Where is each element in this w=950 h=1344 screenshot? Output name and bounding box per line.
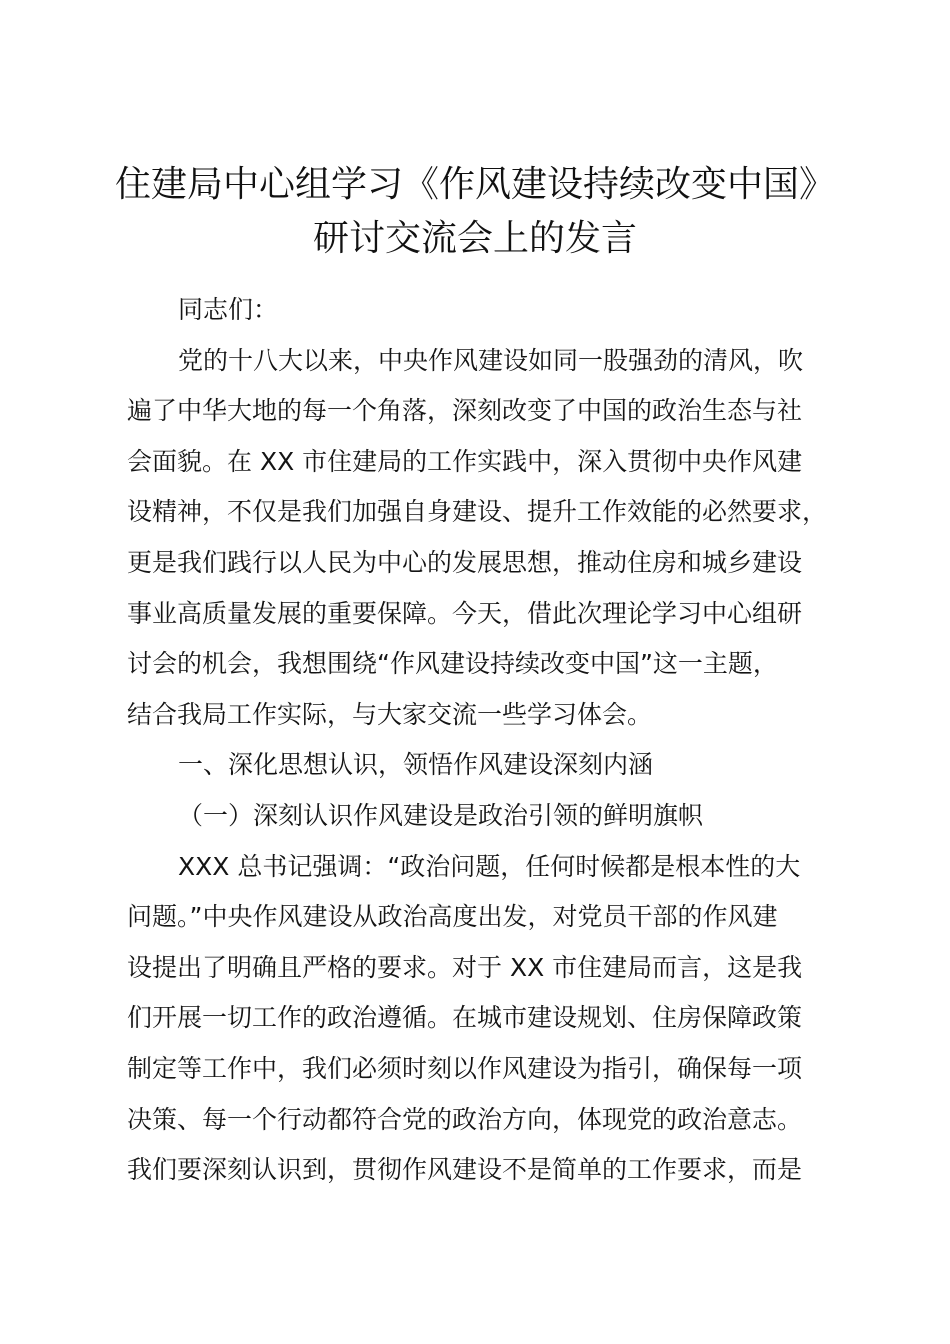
paragraph-line: 制定等工作中，我们必须时刻以作风建设为指引，确保每一项 (127, 1053, 803, 1083)
paragraph-line: 事业高质量发展的重要保障。今天，借此次理论学习中心组研 (127, 598, 803, 628)
greeting: 同志们： (178, 295, 279, 324)
section-subheading: （一）深刻认识作风建设是政治引领的鲜明旗帜 (178, 800, 704, 830)
paragraph-line: XXX 总书记强调：“政治问题，任何时候都是根本性的大 (178, 851, 801, 881)
paragraph-line: 党的十八大以来，中央作风建设如同一股强劲的清风，吹 (178, 345, 804, 375)
paragraph-line: 遍了中华大地的每一个角落，深刻改变了中国的政治生态与社 (127, 396, 803, 426)
paragraph-line: 结合我局工作实际，与大家交流一些学习体会。 (127, 699, 653, 729)
document-title (110, 158, 840, 266)
title-line: 研讨交流会上的发言 (312, 218, 637, 259)
paragraph-political (127, 842, 827, 1196)
paragraph-line: 讨会的机会，我想围绕“作风建设持续改变中国”这一主题， (127, 649, 778, 679)
paragraph-line: 们开展一切工作的政治遵循。在城市建设规划、住房保障政策 (127, 1003, 803, 1033)
section-heading: 一、深化思想认识，领悟作风建设深刻内涵 (178, 750, 654, 780)
title-line: 住建局中心组学习《作风建设持续改变中国》 (114, 164, 835, 205)
document-body (127, 285, 827, 1196)
paragraph-line: 决策、每一个行动都符合党的政治方向，体现党的政治意志。 (127, 1104, 803, 1134)
paragraph-intro (127, 336, 827, 741)
paragraph-line: 会面貌。在 XX 市住建局的工作实践中，深入贯彻中央作风建 (127, 446, 803, 476)
paragraph-line: 更是我们践行以人民为中心的发展思想，推动住房和城乡建设 (127, 547, 803, 577)
paragraph-line: 设提出了明确且严格的要求。对于 XX 市住建局而言，这是我 (127, 952, 803, 982)
paragraph-line: 设精神，不仅是我们加强自身建设、提升工作效能的必然要求， (127, 497, 828, 527)
paragraph-line: 我们要深刻认识到，贯彻作风建设不是简单的工作要求，而是 (127, 1155, 803, 1185)
paragraph-line: 问题。”中央作风建设从政治高度出发，对党员干部的作风建 (127, 902, 778, 932)
